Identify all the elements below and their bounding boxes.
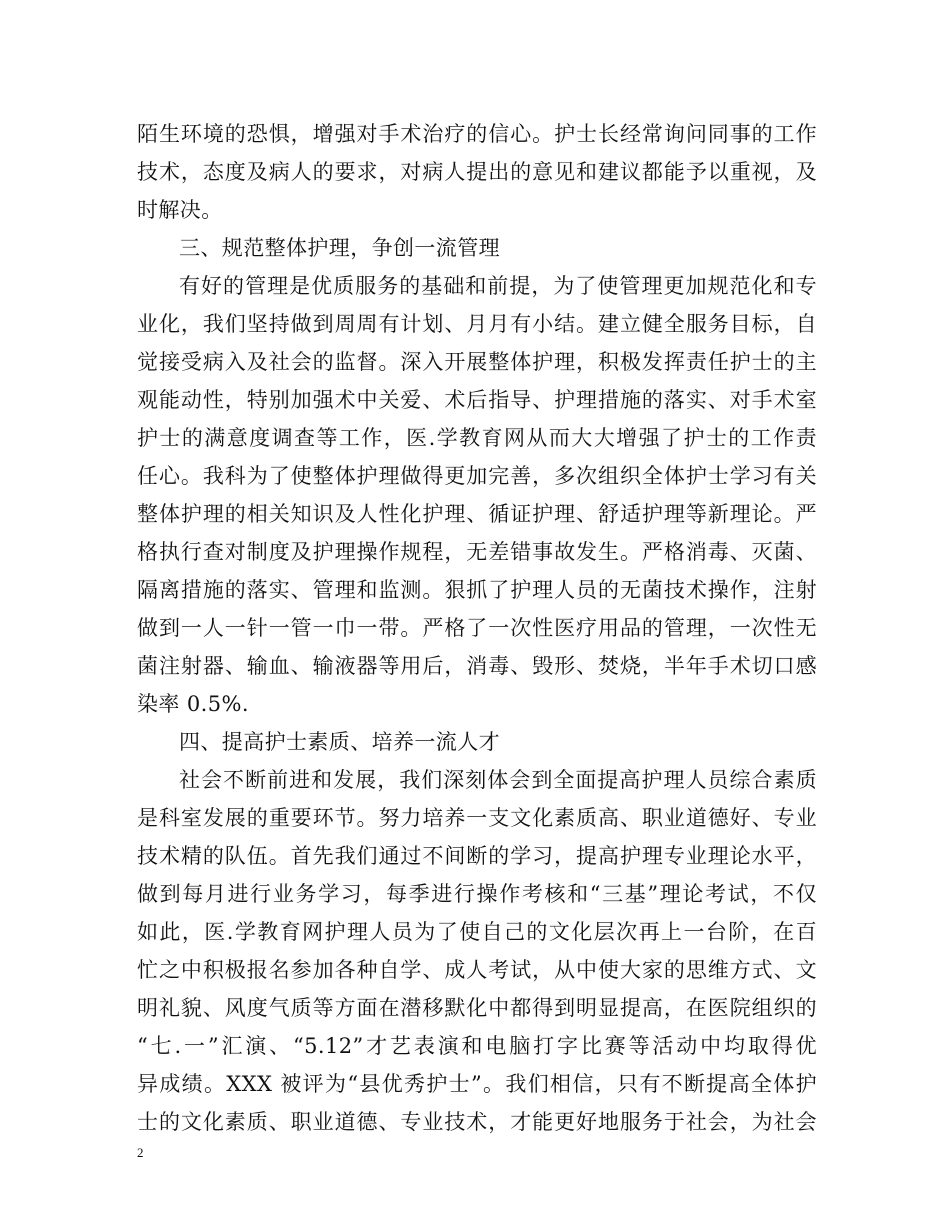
text-line: 任心。我科为了使整体护理做得更加完善，多次组织全体护士学习有关 [137,464,817,488]
text-line: 异成绩。XXX 被评为“县优秀护士”。我们相信，只有不断提高全体护 [137,1072,817,1096]
text-line: 陌生环境的恐惧，增强对手术治疗的信心。护士长经常询问同事的工作 [137,122,817,146]
text-line: 隔离措施的落实、管理和监测。狠抓了护理人员的无菌技术操作，注射 [137,578,817,602]
text-line: 观能动性，特别加强术中关爱、术后指导、护理措施的落实、对手术室 [137,388,817,412]
text-line: 做到一人一针一管一巾一带。严格了一次性医疗用品的管理，一次性无 [137,616,817,640]
text-line: 染率 0.5%. [137,692,249,716]
text-line: 社会不断前进和发展，我们深刻体会到全面提高护理人员综合素质 [179,768,817,792]
text-line: 做到每月进行业务学习，每季进行操作考核和“三基”理论考试，不仅 [137,882,817,906]
text-line: 格执行查对制度及护理操作规程，无差错事故发生。严格消毒、灭菌、 [137,540,817,564]
text-line: 菌注射器、输血、输液器等用后，消毒、毁形、焚烧，半年手术切口感 [137,654,817,678]
text-line: 觉接受病入及社会的监督。深入开展整体护理，积极发挥责任护士的主 [137,350,817,374]
text-line: 如此，医.学教育网护理人员为了使自己的文化层次再上一台阶，在百 [137,920,817,944]
text-line: “七.一”汇演、“5.12”才艺表演和电脑打字比赛等活动中均取得优 [137,1034,817,1058]
section-heading: 四、提高护士素质、培养一流人才 [179,730,500,754]
text-line: 时解决。 [137,198,223,222]
text-line: 业化，我们坚持做到周周有计划、月月有小结。建立健全服务目标，自 [137,312,817,336]
text-line: 明礼貌、风度气质等方面在潜移默化中都得到明显提高，在医院组织的 [137,996,817,1020]
text-line: 整体护理的相关知识及人性化护理、循证护理、舒适护理等新理论。严 [137,502,817,526]
text-line: 技术精的队伍。首先我们通过不间断的学习，提高护理专业理论水平， [137,844,817,868]
text-line: 士的文化素质、职业道德、专业技术，才能更好地服务于社会，为社会 [137,1110,817,1134]
text-line: 护士的满意度调查等工作，医.学教育网从而大大增强了护士的工作责 [137,426,817,450]
section-heading: 三、规范整体护理，争创一流管理 [179,236,500,260]
page-number: 2 [137,1145,144,1160]
text-line: 有好的管理是优质服务的基础和前提，为了使管理更加规范化和专 [179,274,817,298]
text-line: 是科室发展的重要环节。努力培养一支文化素质高、职业道德好、专业 [137,806,817,830]
text-line: 技术，态度及病人的要求，对病人提出的意见和建议都能予以重视，及 [137,160,817,184]
text-line: 忙之中积极报名参加各种自学、成人考试，从中使大家的思维方式、文 [137,958,817,982]
